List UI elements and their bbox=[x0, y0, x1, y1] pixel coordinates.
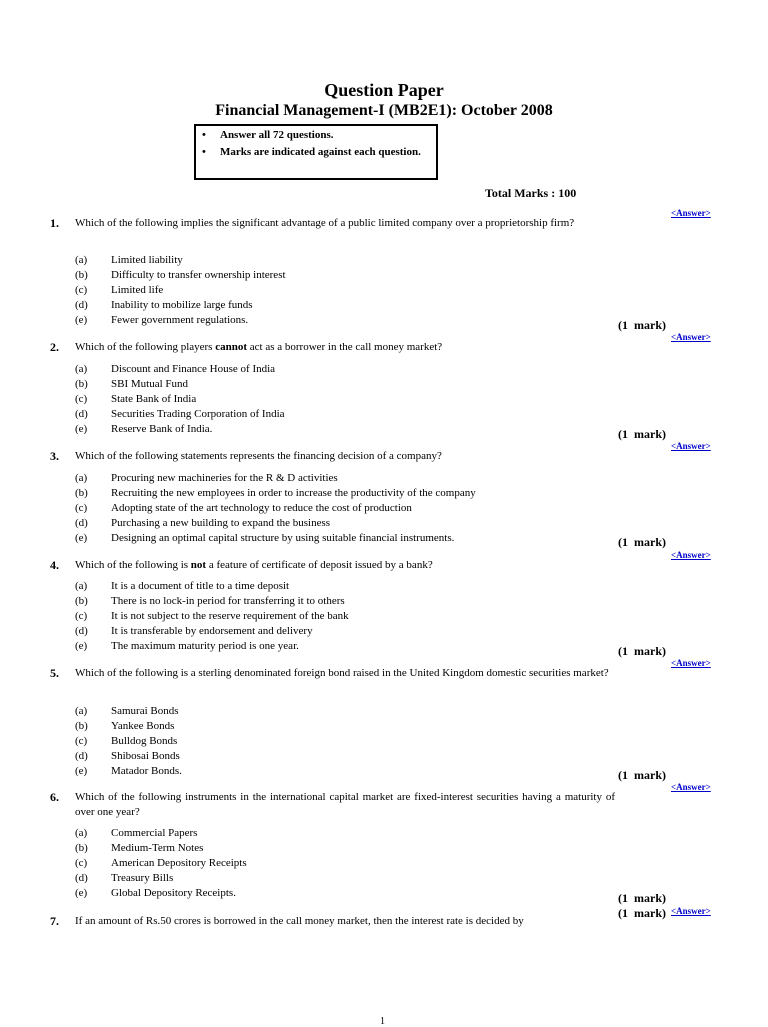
answer-link[interactable]: <Answer> bbox=[671, 550, 711, 560]
question-number: 4. bbox=[50, 558, 59, 572]
option-item: (a) Commercial Papers bbox=[75, 827, 198, 839]
page-title: Question Paper bbox=[324, 80, 444, 100]
options-list bbox=[75, 253, 286, 328]
instruction-item: • Answer all 72 questions. bbox=[202, 129, 430, 142]
answer-link[interactable]: <Answer> bbox=[671, 332, 711, 342]
question-text: Which of the following instruments in the international capital market are fixed-interest securities having a maturity of over one year? bbox=[75, 791, 615, 818]
option-item: (b) There is no lock-in period for transferring it to others bbox=[75, 595, 345, 607]
page-number: 1 bbox=[380, 1016, 385, 1027]
options-list bbox=[75, 579, 349, 654]
options-list bbox=[75, 704, 182, 779]
answer-link[interactable]: <Answer> bbox=[671, 906, 711, 916]
instruction-item: • Marks are indicated against each question. bbox=[202, 146, 430, 159]
option-item: (b) Yankee Bonds bbox=[75, 720, 175, 732]
option-item: (d) Securities Trading Corporation of India bbox=[75, 408, 285, 420]
option-item: (a) Limited liability bbox=[75, 254, 183, 266]
option-item: (c) Limited life bbox=[75, 284, 164, 296]
answer-link[interactable]: <Answer> bbox=[671, 208, 711, 218]
option-item: (b) SBI Mutual Fund bbox=[75, 378, 189, 390]
answer-link[interactable]: <Answer> bbox=[671, 782, 711, 792]
question-text: Which of the following statements represents the financing decision of a company? bbox=[75, 450, 442, 462]
option-item: (c) Adopting state of the art technology to reduce the cost of production bbox=[75, 502, 412, 514]
question-number: 5. bbox=[50, 666, 59, 680]
answer-link[interactable]: <Answer> bbox=[671, 658, 711, 668]
total-marks: Total Marks : 100 bbox=[485, 186, 577, 200]
option-item: (c) It is not subject to the reserve requirement of the bank bbox=[75, 610, 349, 622]
marks-label: (1 mark) bbox=[618, 768, 666, 782]
option-item: (a) Samurai Bonds bbox=[75, 705, 179, 717]
option-item: (e) The maximum maturity period is one year. bbox=[75, 640, 299, 652]
paper-subtitle: Financial Management-I (MB2E1): October 2008 bbox=[215, 102, 553, 119]
option-item: (d) Treasury Bills bbox=[75, 872, 174, 884]
option-item: (a) It is a document of title to a time deposit bbox=[75, 580, 290, 592]
option-item: (b) Recruiting the new employees in order to increase the productivity of the company bbox=[75, 487, 476, 499]
marks-label: (1 mark) bbox=[618, 644, 666, 658]
question-number: 2. bbox=[50, 340, 59, 354]
options-list bbox=[75, 362, 285, 437]
marks-label: (1 mark) bbox=[618, 891, 666, 905]
option-item: (d) Purchasing a new building to expand the business bbox=[75, 517, 331, 529]
option-item: (e) Fewer government regulations. bbox=[75, 314, 249, 326]
question-text: Which of the following players cannot act as a borrower in the call money market? bbox=[75, 341, 443, 353]
option-item: (b) Difficulty to transfer ownership interest bbox=[75, 269, 286, 281]
marks-label: (1 mark) bbox=[618, 318, 666, 332]
question-number: 1. bbox=[50, 216, 59, 230]
option-item: (d) Shibosai Bonds bbox=[75, 750, 180, 762]
option-item: (a) Procuring new machineries for the R & D activities bbox=[75, 472, 338, 484]
question-text: Which of the following is a sterling denominated foreign bond raised in the United Kingdom domestic securities market? bbox=[75, 667, 609, 679]
marks-label: (1 mark) bbox=[618, 535, 666, 549]
marks-label: (1 mark) bbox=[618, 427, 666, 441]
marks-label: (1 mark) bbox=[618, 906, 666, 920]
question-text: Which of the following is not a feature of certificate of deposit issued by a bank? bbox=[75, 559, 433, 571]
options-list bbox=[75, 471, 476, 546]
option-item: (e) Reserve Bank of India. bbox=[75, 423, 213, 435]
instructions-box bbox=[194, 124, 438, 180]
option-item: (c) Bulldog Bonds bbox=[75, 735, 178, 747]
question-number: 7. bbox=[50, 914, 59, 928]
question-text: Which of the following implies the significant advantage of a public limited company over a proprietorship firm? bbox=[75, 217, 575, 229]
option-item: (b) Medium-Term Notes bbox=[75, 842, 204, 854]
option-item: (c) American Depository Receipts bbox=[75, 857, 247, 869]
options-list bbox=[75, 826, 247, 901]
option-item: (c) State Bank of India bbox=[75, 393, 197, 405]
option-item: (e) Designing an optimal capital structure by using suitable financial instruments. bbox=[75, 532, 455, 544]
option-item: (e) Global Depository Receipts. bbox=[75, 887, 236, 899]
question-text: If an amount of Rs.50 crores is borrowed in the call money market, then the interest rate is decided by bbox=[75, 915, 524, 927]
option-item: (a) Discount and Finance House of India bbox=[75, 363, 276, 375]
option-item: (d) It is transferable by endorsement and delivery bbox=[75, 625, 313, 637]
option-item: (e) Matador Bonds. bbox=[75, 765, 182, 777]
option-item: (d) Inability to mobilize large funds bbox=[75, 299, 253, 311]
question-number: 6. bbox=[50, 790, 59, 804]
answer-link[interactable]: <Answer> bbox=[671, 441, 711, 451]
question-number: 3. bbox=[50, 449, 59, 463]
